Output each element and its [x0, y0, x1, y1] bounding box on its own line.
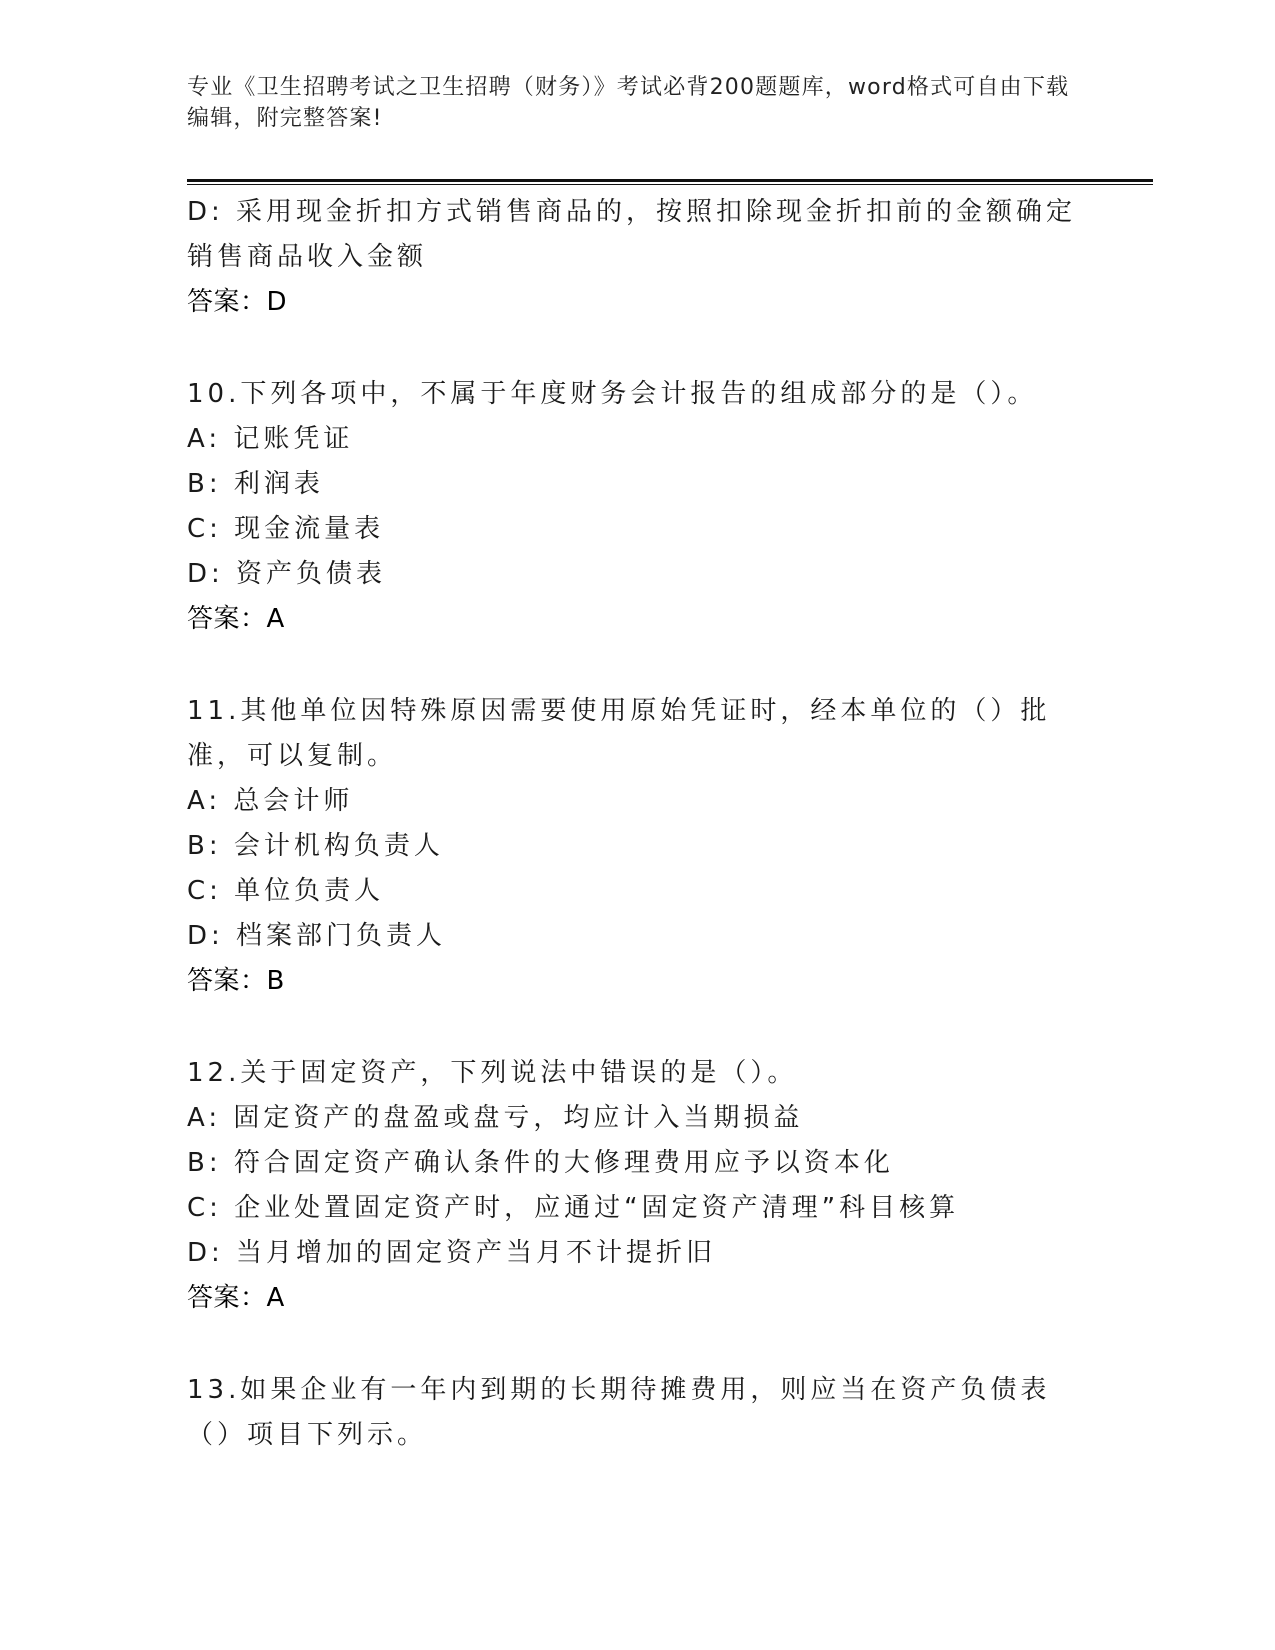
option-d: D: 档案部门负责人: [187, 921, 447, 951]
header-divider-thin: [187, 184, 1153, 185]
answer-line: 答案：A: [187, 604, 285, 634]
spacer: [187, 1321, 1077, 1368]
spacer: [187, 642, 1077, 689]
document-header: 专业《卫生招聘考试之卫生招聘（财务）》考试必背200题题库，word格式可自由下载编辑，附完整答案!: [187, 75, 1070, 131]
question-13: [187, 1368, 1077, 1458]
spacer: [187, 1004, 1077, 1051]
option-b: B: 会计机构负责人: [187, 831, 444, 861]
question-stem: 13.如果企业有一年内到期的长期待摊费用，则应当在资产负债表（）项目下列示。: [187, 1375, 1051, 1450]
question-stem: 12.关于固定资产，下列说法中错误的是（）。: [187, 1058, 798, 1088]
document-body: [187, 190, 1077, 1458]
option-d: D: 资产负债表: [187, 559, 387, 589]
option-b: B: 符合固定资产确认条件的大修理费用应予以资本化: [187, 1148, 894, 1178]
option-a: A: 总会计师: [187, 786, 354, 816]
option-a: A: 固定资产的盘盈或盘亏，均应计入当期损益: [187, 1103, 804, 1133]
option-d: D: 当月增加的固定资产当月不计提折旧: [187, 1238, 717, 1268]
spacer: [187, 325, 1077, 372]
option-c: C: 单位负责人: [187, 876, 385, 906]
option-a: A: 记账凭证: [187, 424, 354, 454]
answer-line: 答案：A: [187, 1283, 285, 1313]
question-stem: 11.其他单位因特殊原因需要使用原始凭证时，经本单位的（）批准，可以复制。: [187, 696, 1051, 771]
question-10: [187, 372, 1077, 642]
option-b: B: 利润表: [187, 469, 324, 499]
option-c: C: 企业处置固定资产时，应通过“固定资产清理”科目核算: [187, 1193, 960, 1223]
question-11: [187, 689, 1077, 1004]
question-stem: 10.下列各项中，不属于年度财务会计报告的组成部分的是（）。: [187, 379, 1038, 409]
answer-line: 答案：B: [187, 966, 285, 996]
question-12: [187, 1051, 1077, 1321]
answer-line: 答案：D: [187, 287, 288, 317]
option-c: C: 现金流量表: [187, 514, 385, 544]
option-d: D: 采用现金折扣方式销售商品的，按照扣除现金折扣前的金额确定销售商品收入金额: [187, 197, 1077, 272]
header-divider: [187, 179, 1153, 182]
